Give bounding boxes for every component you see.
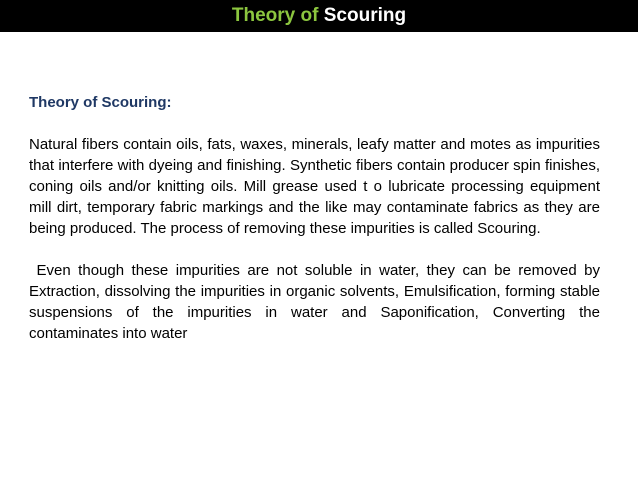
slide-content	[29, 92, 605, 344]
section-heading: Theory of Scouring:	[29, 94, 172, 111]
slide-title-bar	[0, 0, 638, 32]
paragraph-removal-methods: Even though these impurities are not soluble in water, they can be removed by Extraction, dissolving the impurities in organic solvents, Emulsification, forming stable suspensions of the impurities in water and Saponification, Converting the contaminates into water	[29, 262, 605, 342]
slide-title-main: Scouring	[323, 5, 407, 26]
slide-title-prefix: Theory of	[231, 5, 319, 26]
paragraph-impurities: Natural fibers contain oils, fats, waxes, minerals, leafy matter and motes as impurities that interfere with dyeing and finishing. Synthetic fibers contain producer spin finishes, coning oils and/or knitting oils. Mill grease used t o lubricate processing equipment mill dirt, temporary fabric markings and the like may contaminate fabrics as they are being produced. The process of removing these impurities is called Scouring.	[29, 136, 600, 237]
